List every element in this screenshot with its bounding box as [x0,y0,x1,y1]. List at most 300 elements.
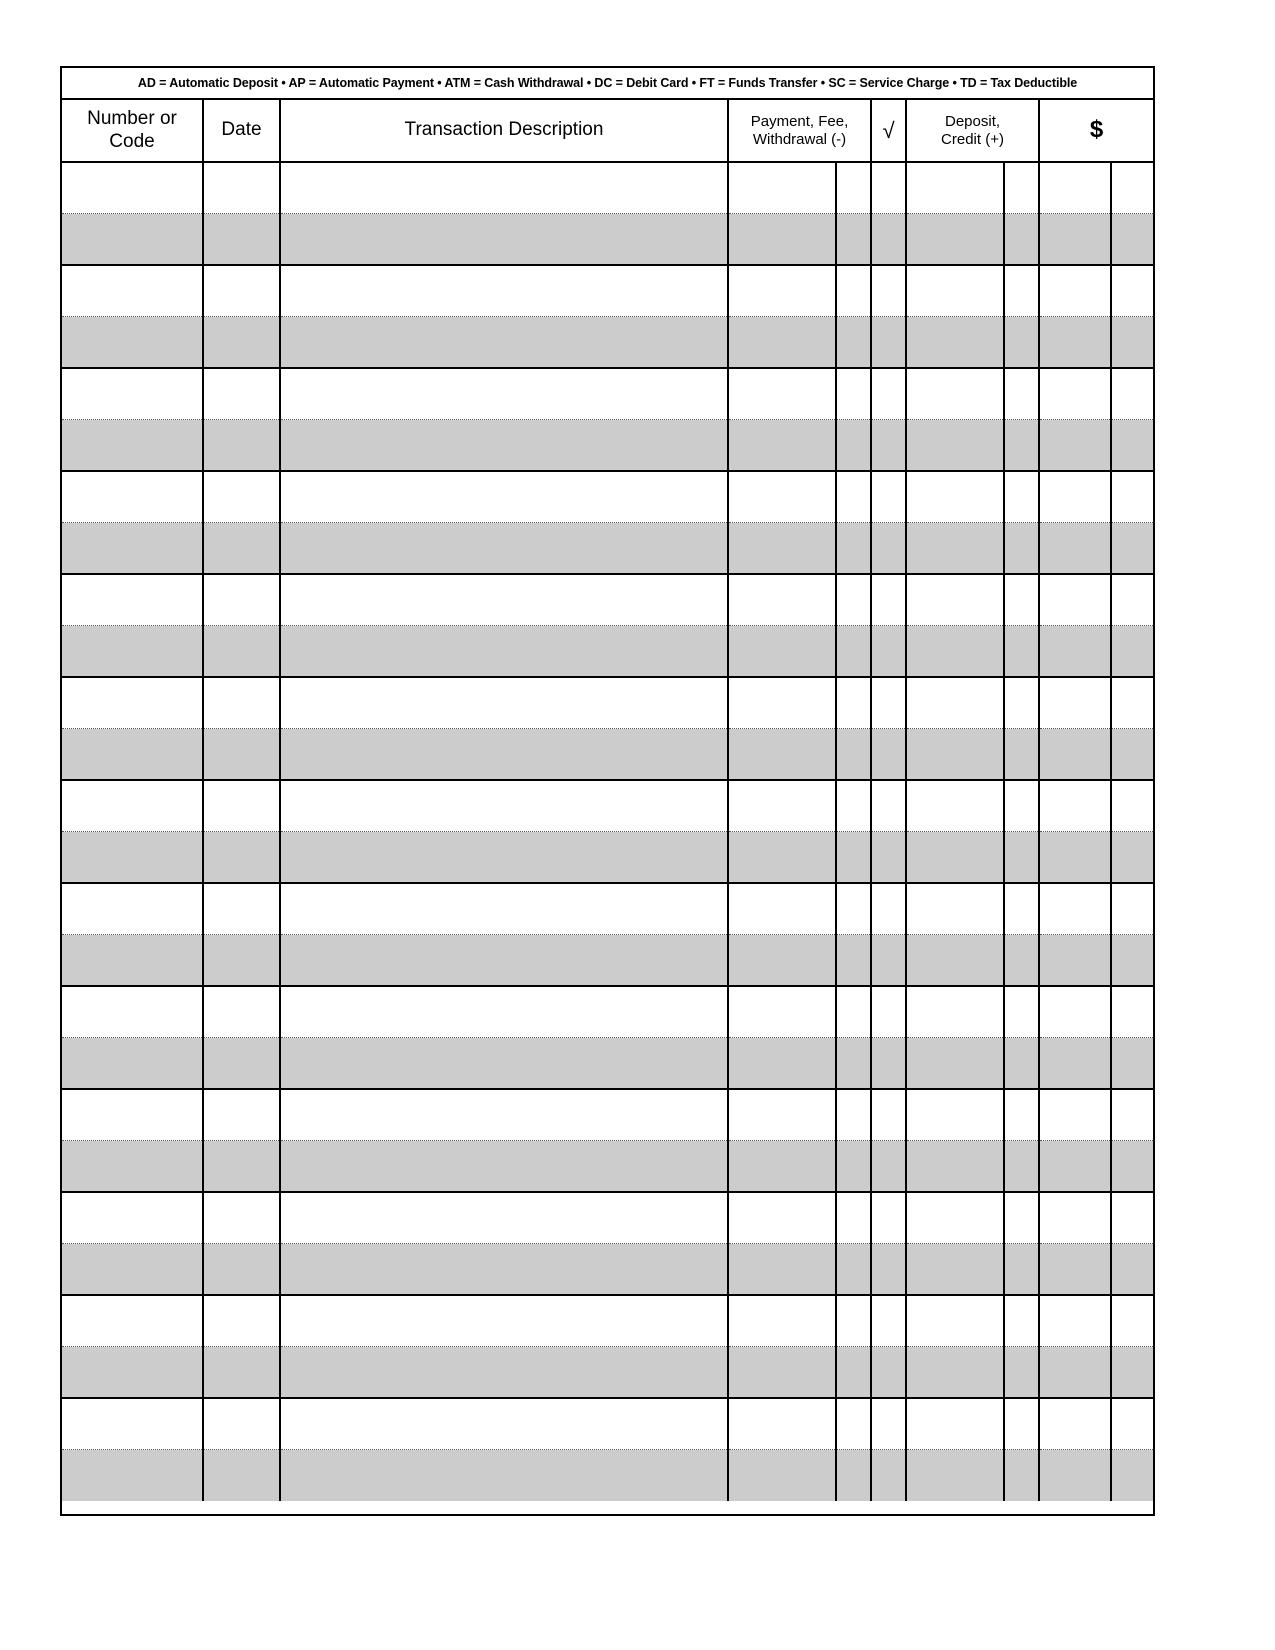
table-row[interactable] [62,265,1153,317]
cell-balance-cents[interactable] [1111,1347,1153,1399]
table-row[interactable] [62,214,1153,266]
table-row[interactable] [62,677,1153,729]
cell-balance-cents[interactable] [1111,574,1153,626]
cell-payment-cents[interactable] [836,780,871,832]
cell-deposit-cents[interactable] [1004,1192,1039,1244]
cell-deposit-cents[interactable] [1004,1295,1039,1347]
cell-deposit-cents[interactable] [1004,1244,1039,1296]
cell-number-or-code[interactable] [62,368,203,420]
cell-transaction-description[interactable] [280,832,728,884]
cell-date[interactable] [203,626,280,678]
header-row [62,100,1153,162]
cell-deposit-cents[interactable] [1004,1398,1039,1450]
cell-date[interactable] [203,1244,280,1296]
cell-balance-dollars[interactable] [1039,1192,1111,1244]
cell-balance-dollars[interactable] [1039,1295,1111,1347]
cell-payment-dollars[interactable] [728,574,836,626]
cell-payment-cents[interactable] [836,1450,871,1502]
cell-deposit-dollars[interactable] [906,986,1004,1038]
cell-transaction-description[interactable] [280,214,728,266]
table-row[interactable] [62,523,1153,575]
table-row[interactable] [62,626,1153,678]
cell-deposit-cents[interactable] [1004,729,1039,781]
cell-balance-cents[interactable] [1111,780,1153,832]
cell-number-or-code[interactable] [62,471,203,523]
cell-payment-cents[interactable] [836,729,871,781]
column-header-deposit [906,100,1039,162]
check-register-table [62,100,1153,1501]
cell-deposit-cents[interactable] [1004,780,1039,832]
cell-payment-cents[interactable] [836,1398,871,1450]
cell-check-mark[interactable] [871,780,906,832]
cell-deposit-dollars[interactable] [906,1398,1004,1450]
cell-number-or-code[interactable] [62,1192,203,1244]
cell-number-or-code[interactable] [62,780,203,832]
cell-check-mark[interactable] [871,1141,906,1193]
cell-deposit-cents[interactable] [1004,574,1039,626]
check-register-table-frame [60,66,1155,1516]
cell-deposit-cents[interactable] [1004,677,1039,729]
cell-check-mark[interactable] [871,1398,906,1450]
cell-payment-cents[interactable] [836,471,871,523]
cell-number-or-code[interactable] [62,1450,203,1502]
cell-deposit-cents[interactable] [1004,1347,1039,1399]
column-header-check-mark: √ [871,100,906,162]
cell-date[interactable] [203,1450,280,1502]
cell-deposit-cents[interactable] [1004,832,1039,884]
cell-payment-cents[interactable] [836,832,871,884]
table-row[interactable] [62,1244,1153,1296]
cell-number-or-code[interactable] [62,1295,203,1347]
cell-payment-cents[interactable] [836,1244,871,1296]
cell-date[interactable] [203,1141,280,1193]
cell-balance-dollars[interactable] [1039,883,1111,935]
cell-balance-dollars[interactable] [1039,317,1111,369]
cell-payment-dollars[interactable] [728,1141,836,1193]
cell-deposit-dollars[interactable] [906,523,1004,575]
cell-transaction-description[interactable] [280,986,728,1038]
cell-deposit-dollars[interactable] [906,626,1004,678]
cell-deposit-cents[interactable] [1004,986,1039,1038]
cell-transaction-description[interactable] [280,935,728,987]
cell-date[interactable] [203,986,280,1038]
cell-payment-dollars[interactable] [728,832,836,884]
cell-transaction-description[interactable] [280,1450,728,1502]
cell-number-or-code[interactable] [62,523,203,575]
cell-payment-dollars[interactable] [728,1244,836,1296]
cell-balance-dollars[interactable] [1039,368,1111,420]
cell-payment-dollars[interactable] [728,1038,836,1090]
cell-check-mark[interactable] [871,1295,906,1347]
cell-balance-cents[interactable] [1111,1244,1153,1296]
cell-transaction-description[interactable] [280,1192,728,1244]
cell-balance-dollars[interactable] [1039,832,1111,884]
table-row[interactable] [62,368,1153,420]
cell-transaction-description[interactable] [280,523,728,575]
cell-deposit-cents[interactable] [1004,1089,1039,1141]
table-row[interactable] [62,935,1153,987]
cell-balance-dollars[interactable] [1039,626,1111,678]
cell-check-mark[interactable] [871,1450,906,1502]
cell-payment-dollars[interactable] [728,1192,836,1244]
cell-number-or-code[interactable] [62,729,203,781]
cell-balance-cents[interactable] [1111,1038,1153,1090]
table-row[interactable] [62,1398,1153,1450]
cell-payment-dollars[interactable] [728,265,836,317]
cell-date[interactable] [203,883,280,935]
cell-payment-dollars[interactable] [728,626,836,678]
cell-transaction-description[interactable] [280,368,728,420]
cell-deposit-dollars[interactable] [906,1244,1004,1296]
cell-deposit-cents[interactable] [1004,317,1039,369]
cell-date[interactable] [203,1398,280,1450]
cell-payment-dollars[interactable] [728,780,836,832]
cell-deposit-dollars[interactable] [906,1141,1004,1193]
cell-number-or-code[interactable] [62,162,203,214]
cell-number-or-code[interactable] [62,1347,203,1399]
cell-balance-dollars[interactable] [1039,780,1111,832]
cell-payment-cents[interactable] [836,1038,871,1090]
cell-balance-cents[interactable] [1111,832,1153,884]
column-header-deposit-line2: Credit (+) [941,130,1004,148]
table-body [62,162,1153,1501]
cell-number-or-code[interactable] [62,1244,203,1296]
cell-payment-cents[interactable] [836,986,871,1038]
cell-number-or-code[interactable] [62,1038,203,1090]
cell-deposit-cents[interactable] [1004,471,1039,523]
cell-balance-cents[interactable] [1111,420,1153,472]
cell-payment-dollars[interactable] [728,1347,836,1399]
cell-transaction-description[interactable] [280,265,728,317]
cell-balance-cents[interactable] [1111,1450,1153,1502]
cell-payment-dollars[interactable] [728,317,836,369]
cell-deposit-dollars[interactable] [906,677,1004,729]
cell-transaction-description[interactable] [280,1347,728,1399]
cell-payment-dollars[interactable] [728,420,836,472]
cell-payment-cents[interactable] [836,368,871,420]
cell-check-mark[interactable] [871,935,906,987]
cell-balance-dollars[interactable] [1039,986,1111,1038]
cell-number-or-code[interactable] [62,883,203,935]
table-row[interactable] [62,574,1153,626]
cell-deposit-dollars[interactable] [906,1450,1004,1502]
column-header-transaction-description: Transaction Description [280,100,728,162]
cell-deposit-dollars[interactable] [906,729,1004,781]
cell-deposit-dollars[interactable] [906,471,1004,523]
cell-deposit-dollars[interactable] [906,574,1004,626]
cell-balance-cents[interactable] [1111,1192,1153,1244]
table-row[interactable] [62,317,1153,369]
table-row[interactable] [62,883,1153,935]
cell-check-mark[interactable] [871,214,906,266]
cell-check-mark[interactable] [871,471,906,523]
cell-payment-dollars[interactable] [728,986,836,1038]
cell-date[interactable] [203,1089,280,1141]
table-row[interactable] [62,162,1153,214]
cell-transaction-description[interactable] [280,420,728,472]
cell-date[interactable] [203,368,280,420]
cell-payment-cents[interactable] [836,523,871,575]
cell-check-mark[interactable] [871,1038,906,1090]
cell-check-mark[interactable] [871,368,906,420]
cell-balance-cents[interactable] [1111,471,1153,523]
cell-payment-cents[interactable] [836,214,871,266]
cell-check-mark[interactable] [871,523,906,575]
cell-payment-dollars[interactable] [728,1398,836,1450]
cell-number-or-code[interactable] [62,317,203,369]
table-row[interactable] [62,986,1153,1038]
cell-check-mark[interactable] [871,317,906,369]
cell-date[interactable] [203,523,280,575]
cell-balance-cents[interactable] [1111,883,1153,935]
cell-transaction-description[interactable] [280,1295,728,1347]
cell-number-or-code[interactable] [62,1141,203,1193]
cell-number-or-code[interactable] [62,1398,203,1450]
cell-deposit-dollars[interactable] [906,162,1004,214]
cell-transaction-description[interactable] [280,677,728,729]
cell-number-or-code[interactable] [62,986,203,1038]
cell-balance-dollars[interactable] [1039,214,1111,266]
cell-check-mark[interactable] [871,574,906,626]
cell-check-mark[interactable] [871,729,906,781]
cell-payment-dollars[interactable] [728,162,836,214]
cell-deposit-dollars[interactable] [906,1347,1004,1399]
cell-deposit-cents[interactable] [1004,420,1039,472]
cell-balance-cents[interactable] [1111,986,1153,1038]
table-row[interactable] [62,780,1153,832]
cell-date[interactable] [203,1347,280,1399]
cell-payment-cents[interactable] [836,317,871,369]
cell-number-or-code[interactable] [62,832,203,884]
cell-transaction-description[interactable] [280,626,728,678]
cell-date[interactable] [203,317,280,369]
cell-balance-dollars[interactable] [1039,677,1111,729]
cell-date[interactable] [203,574,280,626]
cell-deposit-cents[interactable] [1004,626,1039,678]
cell-payment-dollars[interactable] [728,677,836,729]
cell-balance-cents[interactable] [1111,1141,1153,1193]
cell-transaction-description[interactable] [280,1244,728,1296]
cell-payment-cents[interactable] [836,626,871,678]
cell-transaction-description[interactable] [280,162,728,214]
cell-deposit-dollars[interactable] [906,368,1004,420]
cell-deposit-dollars[interactable] [906,935,1004,987]
cell-balance-cents[interactable] [1111,729,1153,781]
cell-deposit-cents[interactable] [1004,162,1039,214]
cell-deposit-dollars[interactable] [906,883,1004,935]
cell-payment-cents[interactable] [836,883,871,935]
cell-check-mark[interactable] [871,1089,906,1141]
cell-balance-dollars[interactable] [1039,471,1111,523]
cell-payment-dollars[interactable] [728,1295,836,1347]
cell-payment-dollars[interactable] [728,935,836,987]
cell-payment-cents[interactable] [836,1141,871,1193]
cell-payment-dollars[interactable] [728,1089,836,1141]
cell-balance-dollars[interactable] [1039,1038,1111,1090]
cell-check-mark[interactable] [871,1244,906,1296]
cell-date[interactable] [203,214,280,266]
cell-deposit-dollars[interactable] [906,317,1004,369]
cell-balance-dollars[interactable] [1039,1089,1111,1141]
cell-balance-dollars[interactable] [1039,1141,1111,1193]
cell-balance-cents[interactable] [1111,1089,1153,1141]
cell-check-mark[interactable] [871,1347,906,1399]
cell-transaction-description[interactable] [280,780,728,832]
table-row[interactable] [62,1038,1153,1090]
cell-date[interactable] [203,832,280,884]
cell-balance-dollars[interactable] [1039,935,1111,987]
cell-date[interactable] [203,780,280,832]
cell-number-or-code[interactable] [62,574,203,626]
cell-payment-cents[interactable] [836,1295,871,1347]
cell-deposit-dollars[interactable] [906,1192,1004,1244]
cell-balance-dollars[interactable] [1039,265,1111,317]
table-row[interactable] [62,1192,1153,1244]
cell-payment-cents[interactable] [836,162,871,214]
cell-balance-cents[interactable] [1111,677,1153,729]
cell-balance-cents[interactable] [1111,368,1153,420]
cell-number-or-code[interactable] [62,935,203,987]
cell-deposit-dollars[interactable] [906,1038,1004,1090]
cell-check-mark[interactable] [871,265,906,317]
cell-deposit-dollars[interactable] [906,1295,1004,1347]
column-header-date: Date [203,100,280,162]
cell-check-mark[interactable] [871,832,906,884]
cell-deposit-cents[interactable] [1004,523,1039,575]
table-row[interactable] [62,1089,1153,1141]
cell-deposit-cents[interactable] [1004,214,1039,266]
cell-payment-dollars[interactable] [728,883,836,935]
cell-number-or-code[interactable] [62,265,203,317]
cell-payment-dollars[interactable] [728,214,836,266]
cell-deposit-dollars[interactable] [906,780,1004,832]
cell-payment-cents[interactable] [836,935,871,987]
cell-number-or-code[interactable] [62,626,203,678]
cell-payment-dollars[interactable] [728,368,836,420]
cell-number-or-code[interactable] [62,214,203,266]
table-row[interactable] [62,832,1153,884]
cell-balance-cents[interactable] [1111,935,1153,987]
cell-date[interactable] [203,1192,280,1244]
column-header-payment-line1: Payment, Fee, [750,112,849,130]
cell-transaction-description[interactable] [280,317,728,369]
cell-date[interactable] [203,420,280,472]
cell-transaction-description[interactable] [280,729,728,781]
table-row[interactable] [62,1141,1153,1193]
cell-date[interactable] [203,162,280,214]
cell-date[interactable] [203,729,280,781]
cell-transaction-description[interactable] [280,1038,728,1090]
cell-check-mark[interactable] [871,626,906,678]
column-header-number-or-code [62,100,203,162]
cell-check-mark[interactable] [871,677,906,729]
cell-number-or-code[interactable] [62,1089,203,1141]
cell-deposit-dollars[interactable] [906,420,1004,472]
cell-payment-cents[interactable] [836,1347,871,1399]
cell-balance-cents[interactable] [1111,1398,1153,1450]
cell-number-or-code[interactable] [62,677,203,729]
cell-deposit-cents[interactable] [1004,1141,1039,1193]
cell-balance-dollars[interactable] [1039,162,1111,214]
cell-check-mark[interactable] [871,162,906,214]
cell-balance-dollars[interactable] [1039,420,1111,472]
cell-transaction-description[interactable] [280,1141,728,1193]
cell-transaction-description[interactable] [280,1089,728,1141]
cell-deposit-dollars[interactable] [906,214,1004,266]
cell-date[interactable] [203,935,280,987]
cell-balance-dollars[interactable] [1039,1244,1111,1296]
cell-transaction-description[interactable] [280,471,728,523]
cell-balance-dollars[interactable] [1039,523,1111,575]
cell-check-mark[interactable] [871,883,906,935]
column-header-balance: $ [1039,100,1153,162]
table-row[interactable] [62,1450,1153,1502]
cell-deposit-cents[interactable] [1004,1038,1039,1090]
cell-date[interactable] [203,677,280,729]
cell-balance-dollars[interactable] [1039,1450,1111,1502]
cell-deposit-dollars[interactable] [906,1089,1004,1141]
cell-transaction-description[interactable] [280,574,728,626]
cell-balance-dollars[interactable] [1039,1347,1111,1399]
cell-date[interactable] [203,1038,280,1090]
cell-payment-dollars[interactable] [728,1450,836,1502]
cell-deposit-cents[interactable] [1004,935,1039,987]
table-row[interactable] [62,729,1153,781]
cell-balance-cents[interactable] [1111,317,1153,369]
cell-check-mark[interactable] [871,420,906,472]
cell-balance-cents[interactable] [1111,1295,1153,1347]
cell-transaction-description[interactable] [280,1398,728,1450]
cell-balance-dollars[interactable] [1039,729,1111,781]
cell-payment-cents[interactable] [836,1192,871,1244]
cell-payment-cents[interactable] [836,1089,871,1141]
cell-payment-cents[interactable] [836,265,871,317]
cell-payment-dollars[interactable] [728,523,836,575]
cell-balance-cents[interactable] [1111,214,1153,266]
table-row[interactable] [62,1347,1153,1399]
cell-balance-cents[interactable] [1111,523,1153,575]
cell-deposit-cents[interactable] [1004,368,1039,420]
table-row[interactable] [62,420,1153,472]
cell-payment-dollars[interactable] [728,729,836,781]
cell-check-mark[interactable] [871,986,906,1038]
cell-deposit-cents[interactable] [1004,265,1039,317]
cell-deposit-cents[interactable] [1004,1450,1039,1502]
cell-deposit-dollars[interactable] [906,265,1004,317]
cell-date[interactable] [203,265,280,317]
cell-deposit-cents[interactable] [1004,883,1039,935]
cell-payment-dollars[interactable] [728,471,836,523]
column-header-number-line1: Number or [87,108,177,130]
table-row[interactable] [62,471,1153,523]
cell-date[interactable] [203,471,280,523]
transaction-code-legend: AD = Automatic Deposit • AP = Automatic Payment • ATM = Cash Withdrawal • DC = Debit Card • FT = Funds Transfer • SC = Service Charge • TD = Tax Deductible [62,68,1153,100]
cell-balance-cents[interactable] [1111,265,1153,317]
cell-payment-cents[interactable] [836,574,871,626]
table-row[interactable] [62,1295,1153,1347]
cell-transaction-description[interactable] [280,883,728,935]
cell-check-mark[interactable] [871,1192,906,1244]
cell-payment-cents[interactable] [836,420,871,472]
cell-deposit-dollars[interactable] [906,832,1004,884]
cell-balance-cents[interactable] [1111,626,1153,678]
cell-date[interactable] [203,1295,280,1347]
cell-balance-dollars[interactable] [1039,574,1111,626]
cell-payment-cents[interactable] [836,677,871,729]
cell-balance-dollars[interactable] [1039,1398,1111,1450]
cell-balance-cents[interactable] [1111,162,1153,214]
cell-number-or-code[interactable] [62,420,203,472]
